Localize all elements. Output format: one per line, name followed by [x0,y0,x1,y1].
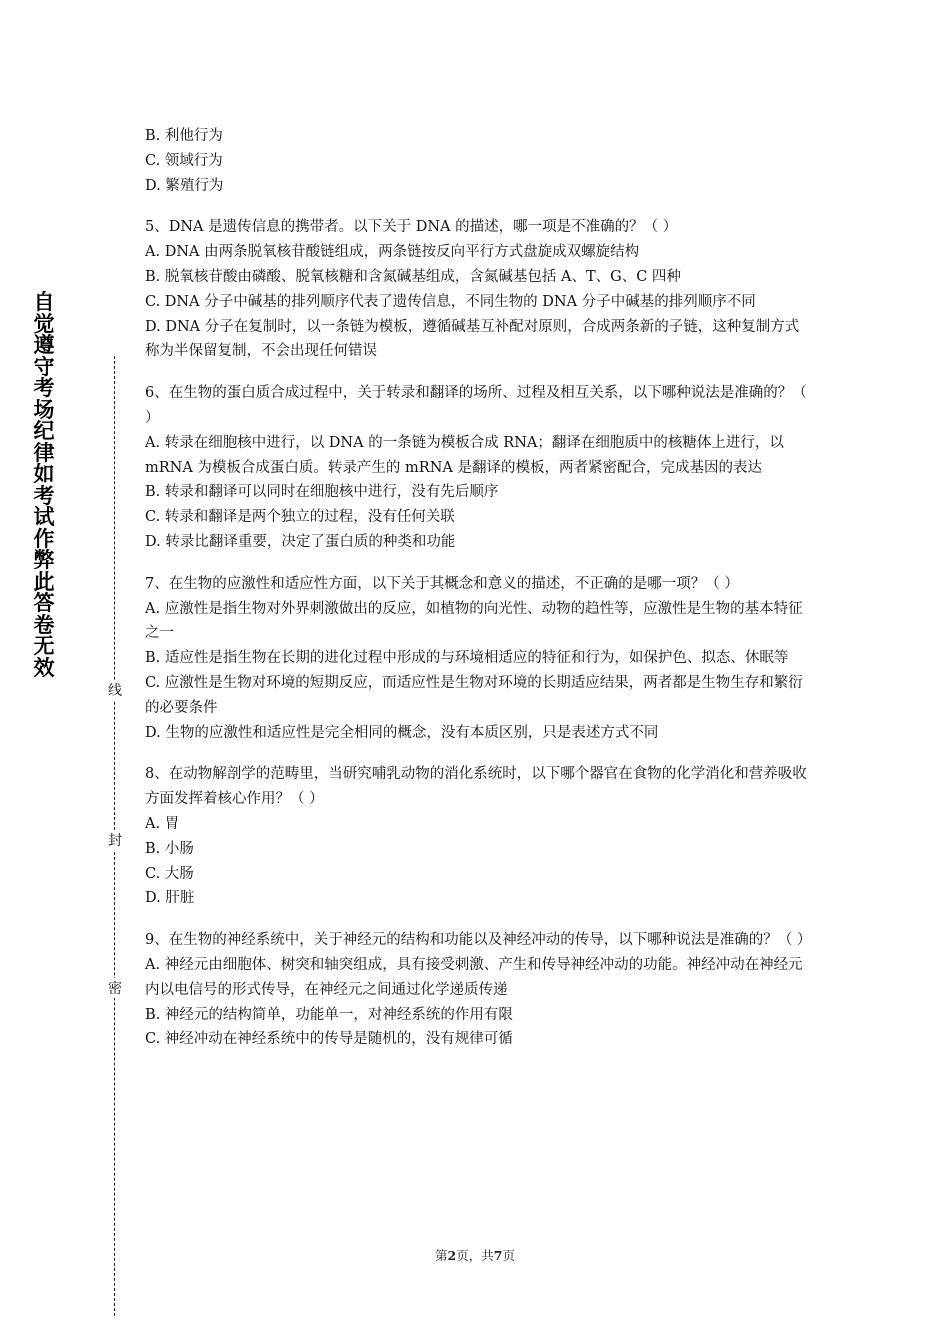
option-b: B. 脱氧核苷酸由磷酸、脱氧核糖和含氮碱基组成，含氮碱基包括 A、T、G、C 四种 [145,268,681,285]
question-7 [145,572,810,746]
page-footer [0,1246,950,1264]
footer-middle: 页，共 [456,1248,494,1263]
option-a: A. 转录在细胞核中进行，以 DNA 的一条链为模板合成 RNA；翻译在细胞质中的核糖体上进行，以 mRNA 为模板合成蛋白质。转录产生的 mRNA 是翻译的模板，两者紧密配合，完成基因的表达 [145,434,784,476]
option-c: C. 领域行为 [145,152,223,169]
option-c: C. 应激性是生物对环境的短期反应，而适应性是生物对环境的长期适应结果，两者都是生物生存和繁衍的必要条件 [145,674,803,716]
question-8 [145,762,810,911]
seal-label-feng: 封 [106,830,124,850]
notice-char: 答 [33,591,55,615]
option-c: C. DNA 分子中碱基的排列顺序代表了遗传信息，不同生物的 DNA 分子中碱基的排列顺序不同 [145,293,756,310]
exam-content [145,124,810,1052]
notice-char: 自 [33,290,55,314]
total-page-number: 7 [493,1248,503,1263]
option-a: A. 神经元由细胞体、树突和轴突组成，具有接受刺激、产生和传导神经冲动的功能。神经冲动在神经元内以电信号的形式传导，在神经元之间通过化学递质传递 [145,956,803,998]
notice-char: 试 [33,505,55,529]
question-stem: 9、在生物的神经系统中，关于神经元的结构和功能以及神经冲动的传导，以下哪种说法是准确的？（ ） [145,932,812,949]
option-d: D. 繁殖行为 [145,177,224,194]
option-c: C. 大肠 [145,865,194,882]
option-b: B. 转录和翻译可以同时在细胞核中进行，没有先后顺序 [145,484,499,501]
question-5 [145,215,810,364]
previous-question-options [145,124,810,198]
question-stem: 5、DNA 是遗传信息的携带者。以下关于 DNA 的描述，哪一项是不准确的？（ ） [145,219,678,236]
option-d: D. 肝脏 [145,890,195,907]
notice-char: 无 [33,634,55,658]
notice-char: 觉 [33,311,55,336]
option-b: B. 利他行为 [145,128,223,144]
footer-suffix: 页 [502,1248,515,1263]
option-b: B. 神经元的结构简单，功能单一，对神经系统的作用有限 [145,1006,513,1023]
notice-char: 场 [33,397,55,422]
notice-char: 纪 [33,419,55,443]
option-a: A. 胃 [145,815,180,832]
notice-char: 作 [33,526,55,551]
option-c: C. 转录和翻译是两个独立的过程，没有任何关联 [145,509,455,526]
notice-char: 考 [33,376,55,400]
current-page-number: 2 [447,1248,457,1263]
notice-char: 守 [33,354,55,379]
question-stem: 6、在生物的蛋白质合成过程中，关于转录和翻译的场所、过程及相互关系，以下哪种说法是准确的？（ ） [145,385,807,426]
notice-char: 遵 [33,333,55,357]
question-stem: 8、在动物解剖学的范畴里，当研究哺乳动物的消化系统时，以下哪个器官在食物的化学消化和营养吸收方面发挥着核心作用？（ ） [145,766,807,808]
notice-char: 弊 [33,548,55,572]
notice-char: 此 [33,569,55,594]
option-b: B. 小肠 [145,840,194,857]
notice-char: 律 [33,440,55,465]
option-d: D. 转录比翻译重要，决定了蛋白质的种类和功能 [145,533,456,550]
notice-char: 效 [33,655,55,680]
exam-discipline-notice [30,292,58,679]
notice-char: 考 [33,483,55,508]
option-a: A. 应激性是指生物对外界刺激做出的反应，如植物的向光性、动物的趋性等，应激性是生物的基本特征之一 [145,600,803,642]
option-d: D. 生物的应激性和适应性是完全相同的概念，没有本质区别，只是表述方式不同 [145,724,659,741]
seal-label-mi: 密 [106,978,124,998]
seal-label-xian: 线 [106,680,124,700]
notice-char: 卷 [33,612,55,637]
question-9 [145,928,810,1052]
question-stem: 7、在生物的应激性和适应性方面，以下关于其概念和意义的描述，不正确的是哪一项？（ ） [145,575,739,592]
option-c: C. 神经冲动在神经系统中的传导是随机的，没有规律可循 [145,1031,513,1048]
footer-prefix: 第 [435,1248,448,1263]
option-b: B. 适应性是指生物在长期的进化过程中形成的与环境相适应的特征和行为，如保护色、拟态、休眠等 [145,650,789,667]
option-d: D. DNA 分子在复制时，以一条链为模板，遵循碱基互补配对原则，合成两条新的子链，这种复制方式称为半保留复制，不会出现任何错误 [145,318,800,360]
question-6 [145,381,810,555]
option-a: A. DNA 由两条脱氧核苷酸链组成，两条链按反向平行方式盘旋成双螺旋结构 [145,244,640,261]
notice-char: 如 [33,462,55,486]
